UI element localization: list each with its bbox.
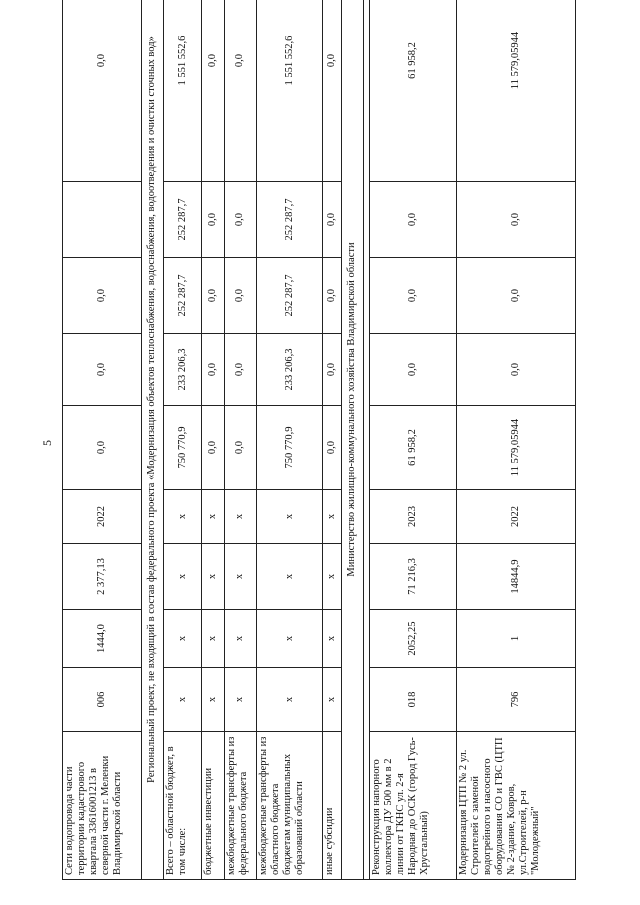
row-code: х bbox=[256, 668, 323, 732]
section-header-row bbox=[341, 0, 363, 880]
row-cost: х bbox=[256, 544, 323, 610]
row-value-4: 0,0 bbox=[202, 182, 224, 258]
row-year: х bbox=[323, 490, 341, 544]
row-value-3: 0,0 bbox=[323, 258, 341, 334]
row-cost: 14844,9 bbox=[456, 544, 575, 610]
row-name: Модернизация ЦТП № 2 ул. Строителей с заменой водогрейного и насосного оборудования СО и ГВС (ЦТП № 2-здание, Ковров, ул.Строителей, р-н "Молодежный" bbox=[456, 732, 575, 880]
row-code: х bbox=[202, 668, 224, 732]
row-code: х bbox=[224, 668, 256, 732]
row-capacity: 1 bbox=[456, 610, 575, 668]
row-code: х bbox=[323, 668, 341, 732]
row-value-1: 750 770,9 bbox=[256, 406, 323, 490]
table-row bbox=[456, 0, 575, 880]
row-value-3: 0,0 bbox=[202, 258, 224, 334]
row-value-3: 252 287,7 bbox=[256, 258, 323, 334]
row-value-1: 750 770,9 bbox=[163, 406, 201, 490]
row-value-4: 0,0 bbox=[224, 182, 256, 258]
row-value-2: 233 206,3 bbox=[163, 334, 201, 406]
row-capacity: х bbox=[224, 610, 256, 668]
table-row bbox=[224, 0, 256, 880]
row-cost: х bbox=[323, 544, 341, 610]
page-number: 5 bbox=[40, 440, 54, 446]
row-name: межбюджетные трансферты из областного бюджета бюджетам муниципальных образований области bbox=[256, 732, 323, 880]
row-value-4: 0,0 bbox=[369, 182, 456, 258]
row-value-4: 0,0 bbox=[323, 182, 341, 258]
row-year: х bbox=[202, 490, 224, 544]
budget-table bbox=[62, 0, 576, 880]
row-code: х bbox=[163, 668, 201, 732]
row-year: х bbox=[256, 490, 323, 544]
row-value-3: 0,0 bbox=[369, 258, 456, 334]
row-value-2: 0,0 bbox=[456, 334, 575, 406]
row-cost: 71 216,3 bbox=[369, 544, 456, 610]
row-value-2: 0,0 bbox=[224, 334, 256, 406]
row-value-1: 0,0 bbox=[224, 406, 256, 490]
row-total: 0,0 bbox=[224, 0, 256, 182]
row-capacity: 2052,25 bbox=[369, 610, 456, 668]
row-value-2: 0,0 bbox=[63, 334, 142, 406]
row-name: бюджетные инвестиции bbox=[202, 732, 224, 880]
row-code: 006 bbox=[63, 668, 142, 732]
row-value-3: 0,0 bbox=[224, 258, 256, 334]
row-value-4: 0,0 bbox=[456, 182, 575, 258]
regional-project-header: Региональный проект, не входящий в состав федерального проекта «Модернизация объектов теплоснабжения, водоснабжения, водоотведения и очистки сточных вод» bbox=[141, 0, 163, 880]
row-capacity: х bbox=[202, 610, 224, 668]
row-year: 2022 bbox=[63, 490, 142, 544]
row-name: межбюджетные трансферты из федерального бюджета bbox=[224, 732, 256, 880]
ministry-header: Министерство жилищно-коммунального хозяйства Владимирской области bbox=[341, 0, 363, 880]
row-capacity: 1444,0 bbox=[63, 610, 142, 668]
row-code: 018 bbox=[369, 668, 456, 732]
row-year: 2023 bbox=[369, 490, 456, 544]
row-capacity: х bbox=[323, 610, 341, 668]
row-value-2: 233 206,3 bbox=[256, 334, 323, 406]
row-capacity: х bbox=[256, 610, 323, 668]
row-code: 796 bbox=[456, 668, 575, 732]
row-value-1: 0,0 bbox=[63, 406, 142, 490]
table-row bbox=[323, 0, 341, 880]
row-value-1: 0,0 bbox=[323, 406, 341, 490]
row-total: 1 551 552,6 bbox=[163, 0, 201, 182]
row-year: 2022 bbox=[456, 490, 575, 544]
section-header-row bbox=[141, 0, 163, 880]
table-row bbox=[202, 0, 224, 880]
row-value-2: 0,0 bbox=[323, 334, 341, 406]
row-name: Всего – областной бюджет, в том числе: bbox=[163, 732, 201, 880]
row-total: 11 579,05944 bbox=[456, 0, 575, 182]
table-row bbox=[369, 0, 456, 880]
row-value-1: 11 579,05944 bbox=[456, 406, 575, 490]
row-year: х bbox=[224, 490, 256, 544]
row-total: 61 958,2 bbox=[369, 0, 456, 182]
row-capacity: х bbox=[163, 610, 201, 668]
row-value-2: 0,0 bbox=[202, 334, 224, 406]
row-value-3: 0,0 bbox=[456, 258, 575, 334]
table-row bbox=[163, 0, 201, 880]
row-cost: 2 377,13 bbox=[63, 544, 142, 610]
row-total: 0,0 bbox=[323, 0, 341, 182]
row-name: Сети водопровода части территории кадастрового квартала 33616001213 в северной части г. Меленки Владимирской области bbox=[63, 732, 142, 880]
row-total: 0,0 bbox=[63, 0, 142, 182]
row-value-4: 252 287,7 bbox=[256, 182, 323, 258]
row-value-3: 252 287,7 bbox=[163, 258, 201, 334]
table-row bbox=[256, 0, 323, 880]
row-year: х bbox=[163, 490, 201, 544]
row-name: Реконструкция напорного коллектора ДУ 500 мм в 2 линии от ГКНС ул. 2-я Народная до ОСК (город Гусь-Хрустальный) bbox=[369, 732, 456, 880]
row-total: 1 551 552,6 bbox=[256, 0, 323, 182]
row-cost: х bbox=[224, 544, 256, 610]
row-value-4: 252 287,7 bbox=[163, 182, 201, 258]
row-value-3: 0,0 bbox=[63, 258, 142, 334]
rotated-table-container bbox=[62, 31, 576, 880]
table-row bbox=[63, 0, 142, 880]
row-value-2: 0,0 bbox=[369, 334, 456, 406]
row-name: иные субсидии bbox=[323, 732, 341, 880]
row-value-1: 61 958,2 bbox=[369, 406, 456, 490]
row-cost: х bbox=[202, 544, 224, 610]
row-cost: х bbox=[163, 544, 201, 610]
row-total: 0,0 bbox=[202, 0, 224, 182]
row-value-1: 0,0 bbox=[202, 406, 224, 490]
row-value-4 bbox=[63, 182, 142, 258]
